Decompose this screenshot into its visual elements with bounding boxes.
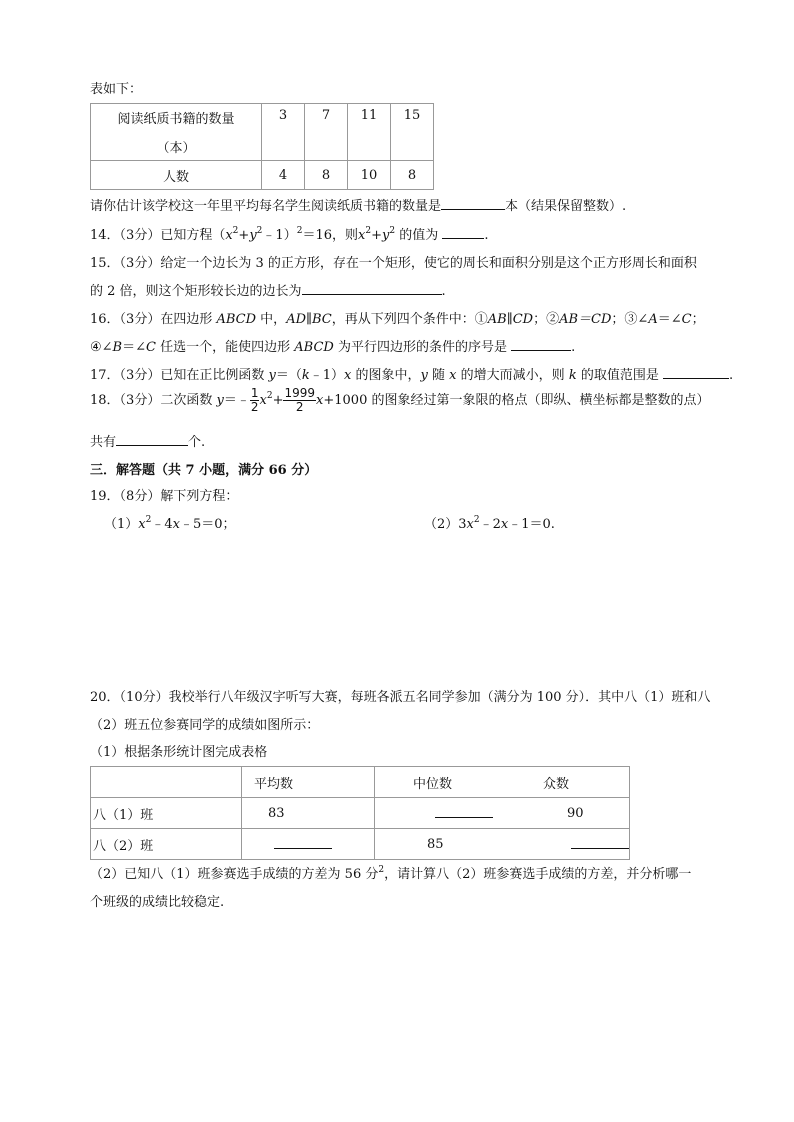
q16-cond2: AB＝CD	[559, 312, 612, 327]
row-label-class1: 八（1）班	[91, 798, 242, 829]
answer-blank[interactable]	[435, 805, 493, 818]
table-cell: 8	[305, 161, 348, 190]
table-row	[91, 767, 630, 798]
answer-blank[interactable]	[441, 197, 505, 210]
question-15-line1: 15．（3分）给定一个边长为 3 的正方形，存在一个矩形，使它的周长和面积分别是这个正方形周长和面积	[90, 256, 697, 271]
q13-body: 请你估计该学校这一年里平均每名学生阅读纸质书籍的数量是	[90, 199, 442, 214]
q17-y2: y	[420, 368, 428, 383]
q16-cond1: AB∥CD	[487, 312, 534, 327]
answer-blank[interactable]	[274, 836, 332, 849]
row1-median-cell	[375, 798, 534, 829]
answer-blank[interactable]	[442, 226, 484, 239]
q19-p2b: ﹣2	[479, 517, 501, 532]
q16-sep3: ；	[691, 312, 705, 327]
question-16-line2	[90, 336, 575, 355]
table-row	[91, 104, 434, 161]
q16-c3eq: ＝∠	[657, 312, 682, 327]
books-table	[90, 103, 434, 190]
question-14: 14．（3分）已知方程$(x^2+y^2﹣1)^2=16$，则$x^2+y^2$ 的值为 .	[90, 226, 489, 243]
q17-k-text: 的增大而减小，则	[460, 368, 565, 383]
q17-a: 17．（3分）已知在正比例函数	[90, 368, 265, 383]
q18-plus: +	[272, 393, 284, 408]
stats-table	[90, 766, 630, 860]
q14-mid: ）	[283, 228, 297, 243]
q18-l2b: 个.	[188, 435, 206, 450]
q16-l2a: ④∠	[90, 340, 113, 355]
q16-dot: .	[571, 340, 576, 355]
q17-e: ﹣1）	[309, 368, 345, 383]
question-16-line1	[90, 308, 705, 327]
question-19-title: 19．（8分）解下列方程：	[90, 489, 239, 504]
q13-after: 本（结果保留整数）.	[505, 199, 627, 214]
question-19-part1: $(1)x^2﹣4x﹣5=0$；	[104, 515, 236, 532]
frac-den: 2	[295, 400, 304, 414]
q18-eq: ＝﹣	[223, 393, 250, 408]
q18-tail: +1000 的图象经过第一象限的格点（即纵、横坐标都是整数的点）	[323, 393, 710, 408]
question-15-line2	[90, 280, 446, 299]
q18-a: 18．（3分）二次函数	[90, 393, 213, 408]
q14-eq: ＝16，则	[302, 228, 358, 243]
table-cell: 7	[305, 104, 348, 161]
table-header-median: 中位数	[375, 767, 534, 798]
q19-p1c: ﹣5＝0；	[179, 517, 236, 532]
q14-lead: 14．（3分）已知方程（	[90, 228, 226, 243]
table-cell: 3	[262, 104, 305, 161]
q16-sep1: ；②	[533, 312, 560, 327]
header-line-2: （本）	[156, 141, 196, 156]
q17-m: 的取值范围是	[580, 368, 659, 383]
q17-x: x	[344, 368, 352, 383]
q16-quad-2: ABCD	[294, 340, 334, 355]
question-20-part1: （1）根据条形统计图完成表格	[90, 745, 268, 760]
intro-text: 表如下：	[90, 82, 143, 97]
q16-sep2: ；③∠	[611, 312, 649, 327]
fraction-1999-half	[283, 387, 316, 414]
q17-k2: k	[568, 368, 577, 383]
table-cell: 10	[348, 161, 391, 190]
section-heading: 三．解答题（共 7 小题，满分 66 分）	[90, 463, 318, 478]
q20-p2sup: 2	[378, 865, 385, 875]
q17-dot: .	[729, 368, 734, 383]
q16-c3a: A	[648, 312, 658, 327]
q17-x2: x	[449, 368, 457, 383]
row1-mode: 90	[533, 798, 630, 829]
q18-y: y	[216, 393, 224, 408]
q15-dot: .	[441, 284, 446, 299]
q13-text	[90, 195, 626, 214]
frac-den: 2	[250, 400, 259, 414]
q19-p2a: （2）3	[424, 517, 467, 532]
row2-median: 85	[375, 829, 534, 860]
table-cell: 11	[348, 104, 391, 161]
q16-l2b: 任选一个，能使四边形	[160, 340, 291, 355]
answer-blank[interactable]	[116, 433, 188, 446]
row1-mean: 83	[242, 798, 375, 829]
answer-blank[interactable]	[663, 366, 729, 379]
question-20-line1: 20．（10分）我校举行八年级汉字听写大赛，每班各派五名同学参加（满分为 100 分）．其中八（1）班和八	[90, 690, 711, 705]
row-label-class2: 八（2）班	[91, 829, 242, 860]
table-cell: 15	[391, 104, 434, 161]
table-row	[91, 798, 630, 829]
answer-blank[interactable]	[302, 282, 442, 295]
q16-a: 16．（3分）在四边形	[90, 312, 213, 327]
q16-c4eq: ＝∠	[122, 340, 147, 355]
q16-c4a: B	[112, 340, 123, 355]
question-20-part2-line2: 个班级的成绩比较稳定.	[90, 895, 225, 910]
q19-p1b: ﹣4	[151, 517, 173, 532]
question-19-part2: $(2)3x^2﹣2x﹣1=0$.	[424, 515, 555, 532]
frac-num: 1	[250, 386, 259, 400]
q16-b: 中，	[260, 312, 287, 327]
row2-mode-cell	[533, 829, 630, 860]
q20-p2b: ，请计算八（2）班参赛选手成绩的方差，并分析哪一	[384, 867, 692, 882]
answer-blank[interactable]	[571, 836, 629, 849]
question-20-line2: （2）班五位参赛同学的成绩如图所示：	[90, 718, 320, 733]
q18-l2a: 共有	[90, 435, 117, 450]
question-18-line2	[90, 431, 205, 450]
table-cell: 4	[262, 161, 305, 190]
answer-blank[interactable]	[511, 338, 571, 351]
table-row	[91, 161, 434, 190]
q16-quad: ABCD	[216, 312, 257, 327]
q17-c: ＝（	[275, 368, 302, 383]
table-cell: 8	[391, 161, 434, 190]
question-17	[90, 364, 733, 383]
table-header-books	[91, 104, 262, 161]
q17-g: 的图象中，	[355, 368, 421, 383]
question-20-part2	[90, 863, 691, 882]
header-line-1: 阅读纸质书籍的数量	[117, 112, 235, 127]
row2-mean-cell	[242, 829, 375, 860]
question-18-line1: 18．（3分）二次函数 y＝﹣ $\frac{1}{2}$ $x^2+$ $\frac{1999}{2}$ x+1000 的图象经过第一象限的格点（即纵、横坐标都是整数的点）	[90, 386, 710, 414]
table-corner	[91, 767, 242, 798]
table-header-mean: 平均数	[242, 767, 375, 798]
frac-num: 1999	[284, 386, 316, 400]
q15-body: 的 2 倍，则这个矩形较长边的边长为	[90, 284, 302, 299]
q20-p2a: （2）已知八（1）班参赛选手成绩的方差为 56 分	[90, 867, 379, 882]
table-header-people: 人数	[91, 161, 262, 190]
q16-c: ，再从下列四个条件中：①	[331, 312, 488, 327]
q16-adbc: AD∥BC	[286, 312, 332, 327]
q19-p2c: ﹣1＝0.	[508, 517, 555, 532]
table-row	[91, 829, 630, 860]
q17-i: 随	[432, 368, 446, 383]
q16-c4b: C	[146, 340, 156, 355]
q14-end: 的值为	[399, 228, 439, 243]
q16-c3b: C	[681, 312, 692, 327]
q19-p1a: （1）	[104, 517, 139, 532]
q17-y: y	[268, 368, 276, 383]
q17-k: k	[301, 368, 310, 383]
q16-l2c: 为平行四边形的条件的序号是	[337, 340, 507, 355]
q14-dot: .	[484, 228, 489, 243]
table-header-mode: 众数	[533, 767, 630, 798]
